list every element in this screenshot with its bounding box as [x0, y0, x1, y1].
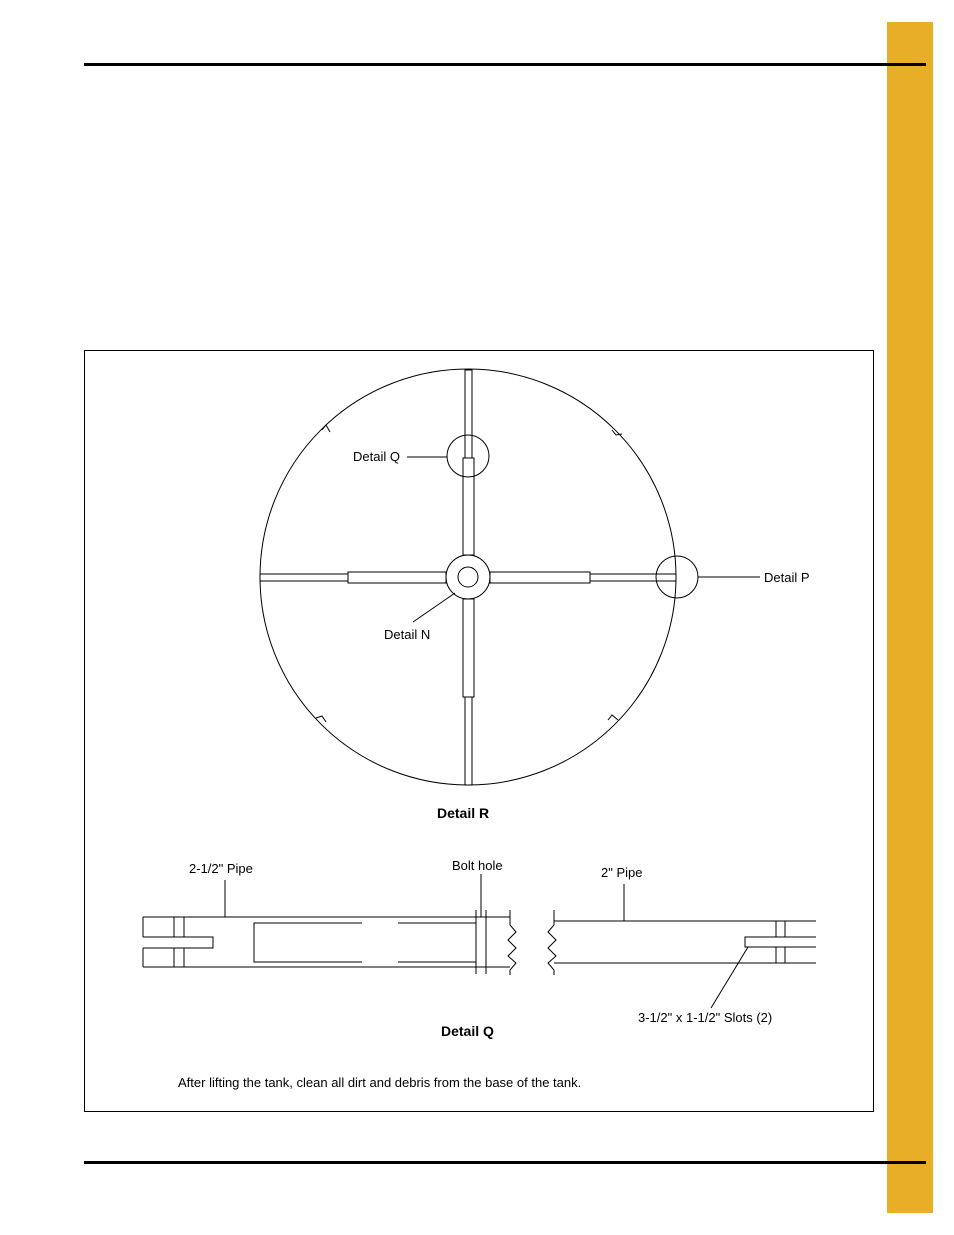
detail-q-callout-circle [447, 435, 489, 477]
hub-inner-ring [458, 567, 478, 587]
pipe-west-inner [348, 572, 446, 583]
detail-r-plan-view [260, 369, 760, 785]
pipe-south-outer [465, 697, 472, 785]
hub-outer-ring [446, 555, 490, 599]
break-line-left [508, 910, 516, 975]
caption-detail-q: Detail Q [441, 1023, 494, 1039]
instruction-note: After lifting the tank, clean all dirt and debris from the base of the tank. [178, 1075, 582, 1090]
caption-detail-r: Detail R [437, 805, 490, 821]
pipe-south-inner [463, 599, 474, 697]
detail-p-callout-circle [656, 556, 698, 598]
label-detail-p: Detail P [764, 570, 810, 585]
label-pipe-small: 2" Pipe [601, 865, 643, 880]
pipe-east-outer [590, 574, 676, 581]
pipe-west-outer [260, 574, 348, 581]
detail-q-pipe-large [143, 874, 516, 975]
anchor-tick-se [608, 715, 618, 720]
anchor-tick-nw [322, 425, 330, 432]
label-pipe-large: 2-1/2" Pipe [189, 861, 253, 876]
label-bolt-hole: Bolt hole [452, 858, 503, 873]
break-line-right [548, 910, 556, 975]
pipe-north-outer [465, 370, 472, 458]
label-detail-n: Detail N [384, 627, 431, 642]
pipe-north-inner [463, 458, 474, 555]
slots-leader [711, 947, 748, 1008]
label-slots: 3-1/2" x 1-1/2" Slots (2) [638, 1010, 773, 1025]
detail-n-leader [413, 593, 455, 622]
label-detail-q: Detail Q [353, 449, 400, 464]
detail-q-pipe-small [548, 884, 816, 1008]
pipe-east-inner [490, 572, 590, 583]
